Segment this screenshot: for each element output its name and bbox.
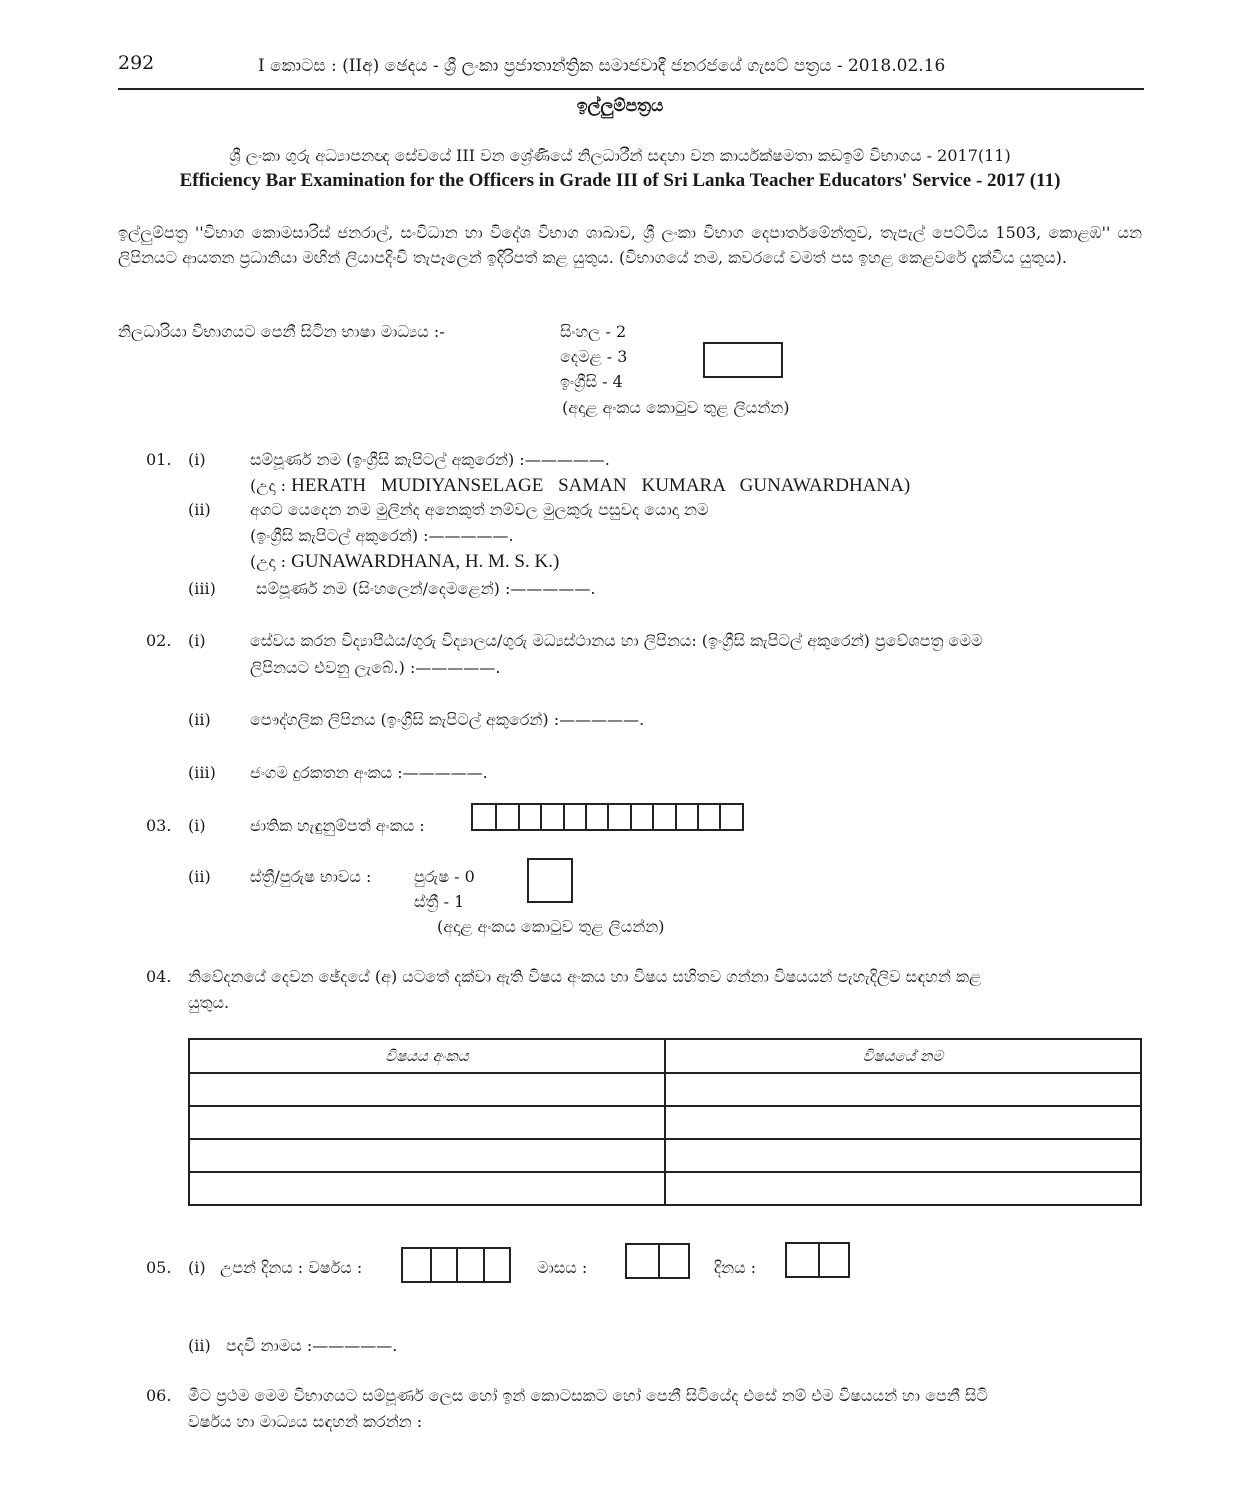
q05-ii-label: (ii): [188, 1336, 211, 1355]
intro-paragraph: ඉල්ලුම්පත්‍ර ''විභාග කොමසාරිස් ජනරාල්, සංවිධාන හා විදේශ විභාග ශාඛාව, ශ්‍රී ලංකා විභාග දෙපාර්තමේන්තුව, තැපැල් පෙට්ටිය 1503, කොළඹ'' යන ලිපිනයට ආයතන ප්‍රධානියා මඟින් ලියාපදිංචි තැපෑලෙන් ඉදිරිපත් කළ යුතුය. (විභාගයේ නම, කවරයේ වමත් පස ඉහළ කෙළවරේ දැක්විය යුතුය).: [118, 223, 1142, 267]
dob-month-label: මාසය :: [537, 1258, 588, 1277]
subject-number-cell[interactable]: [189, 1172, 665, 1205]
q03-ii-gender-label: ස්ත්‍රී/පුරුෂ භාවය :: [250, 867, 372, 886]
digit-box[interactable]: [456, 1249, 483, 1281]
q06-instruction: මීට ප්‍රථම මෙම විභාගයට සම්පූර්ණ ලෙස හෝ ඉන් කොටසකට හෝ පෙනී සිටියේද එසේ නම් එම විෂයයන් හා පෙනී සිටි: [188, 1386, 988, 1405]
col-subject-number: විෂයය අංකය: [189, 1039, 665, 1073]
q02-iii-label: (iii): [188, 763, 216, 782]
digit-box[interactable]: [473, 805, 495, 829]
q02-i-label: (i): [188, 631, 206, 650]
q06-number: 06.: [146, 1386, 172, 1405]
dob-day-boxes[interactable]: [785, 1242, 850, 1278]
q02-ii-personal-address: පෞද්ගලික ලිපිනය (ඉංග්‍රීසි කැපිටල් අකුරෙන්) :—————.: [250, 710, 645, 729]
q02-ii-label: (ii): [188, 710, 211, 729]
digit-box[interactable]: [607, 805, 629, 829]
q04-number: 04.: [146, 967, 172, 986]
digit-box[interactable]: [540, 805, 562, 829]
subjects-table-header: [189, 1039, 1141, 1073]
q04-instruction: නිවේදනයේ දෙවන ඡේදයේ (අ) යටතේ දක්වා ඇති විෂය අංකය හා විෂය සහිතව ගන්නා විෂයයන් පැහැදිලිව සඳහන් කළ: [188, 967, 982, 986]
nic-number-boxes[interactable]: [471, 803, 744, 831]
page-number: 292: [118, 52, 155, 74]
q01-ii-name-with-initials-cont: (ඉංග්‍රීසි කැපිටල් අකුරෙන්) :—————.: [250, 526, 514, 545]
digit-box[interactable]: [430, 1249, 457, 1281]
q01-ii-example: GUNAWARDHANA, H. M. S. K.): [291, 551, 560, 572]
subject-name-cell[interactable]: [665, 1106, 1141, 1139]
q03-ii-note: (අදාළ අංකය කොටුව තුළ ලියන්න): [437, 917, 665, 936]
subject-number-cell[interactable]: [189, 1106, 665, 1139]
digit-box[interactable]: [403, 1249, 430, 1281]
q03-i-label: (i): [188, 816, 206, 835]
medium-option-tamil: දෙමළ - 3: [560, 347, 628, 366]
col-subject-name: විෂයයේ නම: [665, 1039, 1141, 1073]
q03-i-nic-label: ජාතික හැඳුනුම්පත් අංකය :: [250, 816, 425, 835]
q02-i-workplace-address-cont: ලිපිනයට එවනු ලැබේ.) :—————.: [250, 658, 501, 677]
exam-title-english: Efficiency Bar Examination for the Officers in Grade III of Sri Lanka Teacher Educators' Service - 2017 (11): [179, 170, 1061, 191]
digit-box[interactable]: [627, 1245, 658, 1277]
q01-iii-full-name-local: සම්පූර්ණ නම (සිංහලෙන්/දෙමළෙන්) :—————.: [256, 579, 596, 598]
medium-option-english: ඉංග්‍රීසි - 4: [560, 372, 623, 391]
digit-box[interactable]: [658, 1245, 689, 1277]
dob-year-boxes[interactable]: [401, 1247, 511, 1283]
digit-box[interactable]: [630, 805, 652, 829]
medium-note: (අදාළ අංකය කොටුව තුළ ලියන්න): [562, 398, 790, 417]
digit-box[interactable]: [675, 805, 697, 829]
q04-instruction-cont: යුතුය.: [188, 993, 230, 1012]
q05-number: 05.: [146, 1258, 172, 1277]
medium-option-sinhala: සිංහල - 2: [560, 322, 627, 341]
digit-box[interactable]: [652, 805, 674, 829]
q05-ii-title: පදවි නාමය :—————.: [226, 1336, 398, 1355]
digit-box[interactable]: [518, 805, 540, 829]
table-row: [189, 1172, 1141, 1205]
digit-box[interactable]: [719, 805, 741, 829]
q02-iii-mobile-number: ජංගම දුරකතන අංකය :—————.: [250, 763, 488, 782]
q02-number: 02.: [146, 631, 172, 650]
q01-i-label: (i): [188, 450, 206, 469]
header-divider: [118, 88, 1144, 90]
digit-box[interactable]: [697, 805, 719, 829]
digit-box[interactable]: [563, 805, 585, 829]
q01-i-example: HERATH MUDIYANSELAGE SAMAN KUMARA GUNAWARDHANA): [291, 475, 911, 496]
q01-number: 01.: [146, 450, 172, 469]
gender-option-male: පුරුෂ - 0: [414, 867, 475, 886]
table-row: [189, 1073, 1141, 1106]
q03-ii-label: (ii): [188, 867, 211, 886]
table-row: [189, 1106, 1141, 1139]
q05-i-label: (i): [188, 1258, 206, 1277]
running-head: I කොටස : (IIඅ) ඡෙදය - ශ්‍රී ලංකා ප්‍රජාතාන්ත්‍රික සමාජවාදී ජනරජයේ ගැසට් පත්‍රය - 2018.02.16: [258, 56, 946, 76]
q01-ii-name-with-initials: අගට යෙදෙන නම මුලින්ද අනෙකුත් නම්වල මුලකුරු පසුවද යොදා නම: [250, 500, 709, 519]
q01-i-example-prefix: (උදා :: [250, 476, 287, 495]
subject-number-cell[interactable]: [189, 1073, 665, 1106]
digit-box[interactable]: [787, 1244, 818, 1276]
gender-code-box[interactable]: [527, 858, 573, 903]
q01-i-full-name-english: සම්පූර්ණ නම (ඉංග්‍රීසි කැපිටල් අකුරෙන්) :—————.: [250, 450, 610, 469]
dob-day-label: දිනය :: [714, 1258, 757, 1277]
gender-option-female: ස්ත්‍රී - 1: [414, 892, 465, 911]
digit-box[interactable]: [495, 805, 517, 829]
q01-iii-label: (iii): [188, 579, 216, 598]
medium-label: නිලධාරියා විභාගයට පෙනී සිටින භාෂා මාධ්‍යය :-: [118, 322, 445, 341]
subject-name-cell[interactable]: [665, 1172, 1141, 1205]
q01-ii-label: (ii): [188, 500, 211, 519]
subject-number-cell[interactable]: [189, 1139, 665, 1172]
exam-title-sinhala: ශ්‍රී ලංකා ගුරු අධ්‍යාපනඥ සේවයේ III වන ශ්‍රේණියේ නිලධාරීන් සඳහා වන කාර්යක්ෂමතා කඩඉම් විභාගය - 2017(11): [229, 146, 1011, 165]
medium-code-box[interactable]: [703, 342, 783, 378]
q01-ii-example-prefix: (උදා :: [250, 552, 287, 571]
digit-box[interactable]: [818, 1244, 849, 1276]
subject-name-cell[interactable]: [665, 1073, 1141, 1106]
q03-number: 03.: [146, 816, 172, 835]
document-title: ඉල්ලුම්පත්‍රය: [576, 96, 664, 116]
digit-box[interactable]: [585, 805, 607, 829]
subject-name-cell[interactable]: [665, 1139, 1141, 1172]
dob-month-boxes[interactable]: [625, 1243, 690, 1279]
subjects-table: [188, 1038, 1142, 1206]
q06-instruction-cont: වර්ෂය හා මාධ්‍යය සඳහන් කරන්න :: [188, 1412, 423, 1431]
table-row: [189, 1139, 1141, 1172]
dob-year-label: උපන් දිනය : වර්ෂය :: [220, 1258, 363, 1277]
digit-box[interactable]: [483, 1249, 510, 1281]
q02-i-workplace-address: සේවය කරන විද්‍යාපීඨය/ගුරු විද්‍යාලය/ගුරු මධ්‍යස්ථානය හා ලිපිනය: (ඉංග්‍රීසි කැපිටල් අකුරෙන්) ප්‍රවේශපත්‍ර මෙම: [250, 631, 983, 650]
